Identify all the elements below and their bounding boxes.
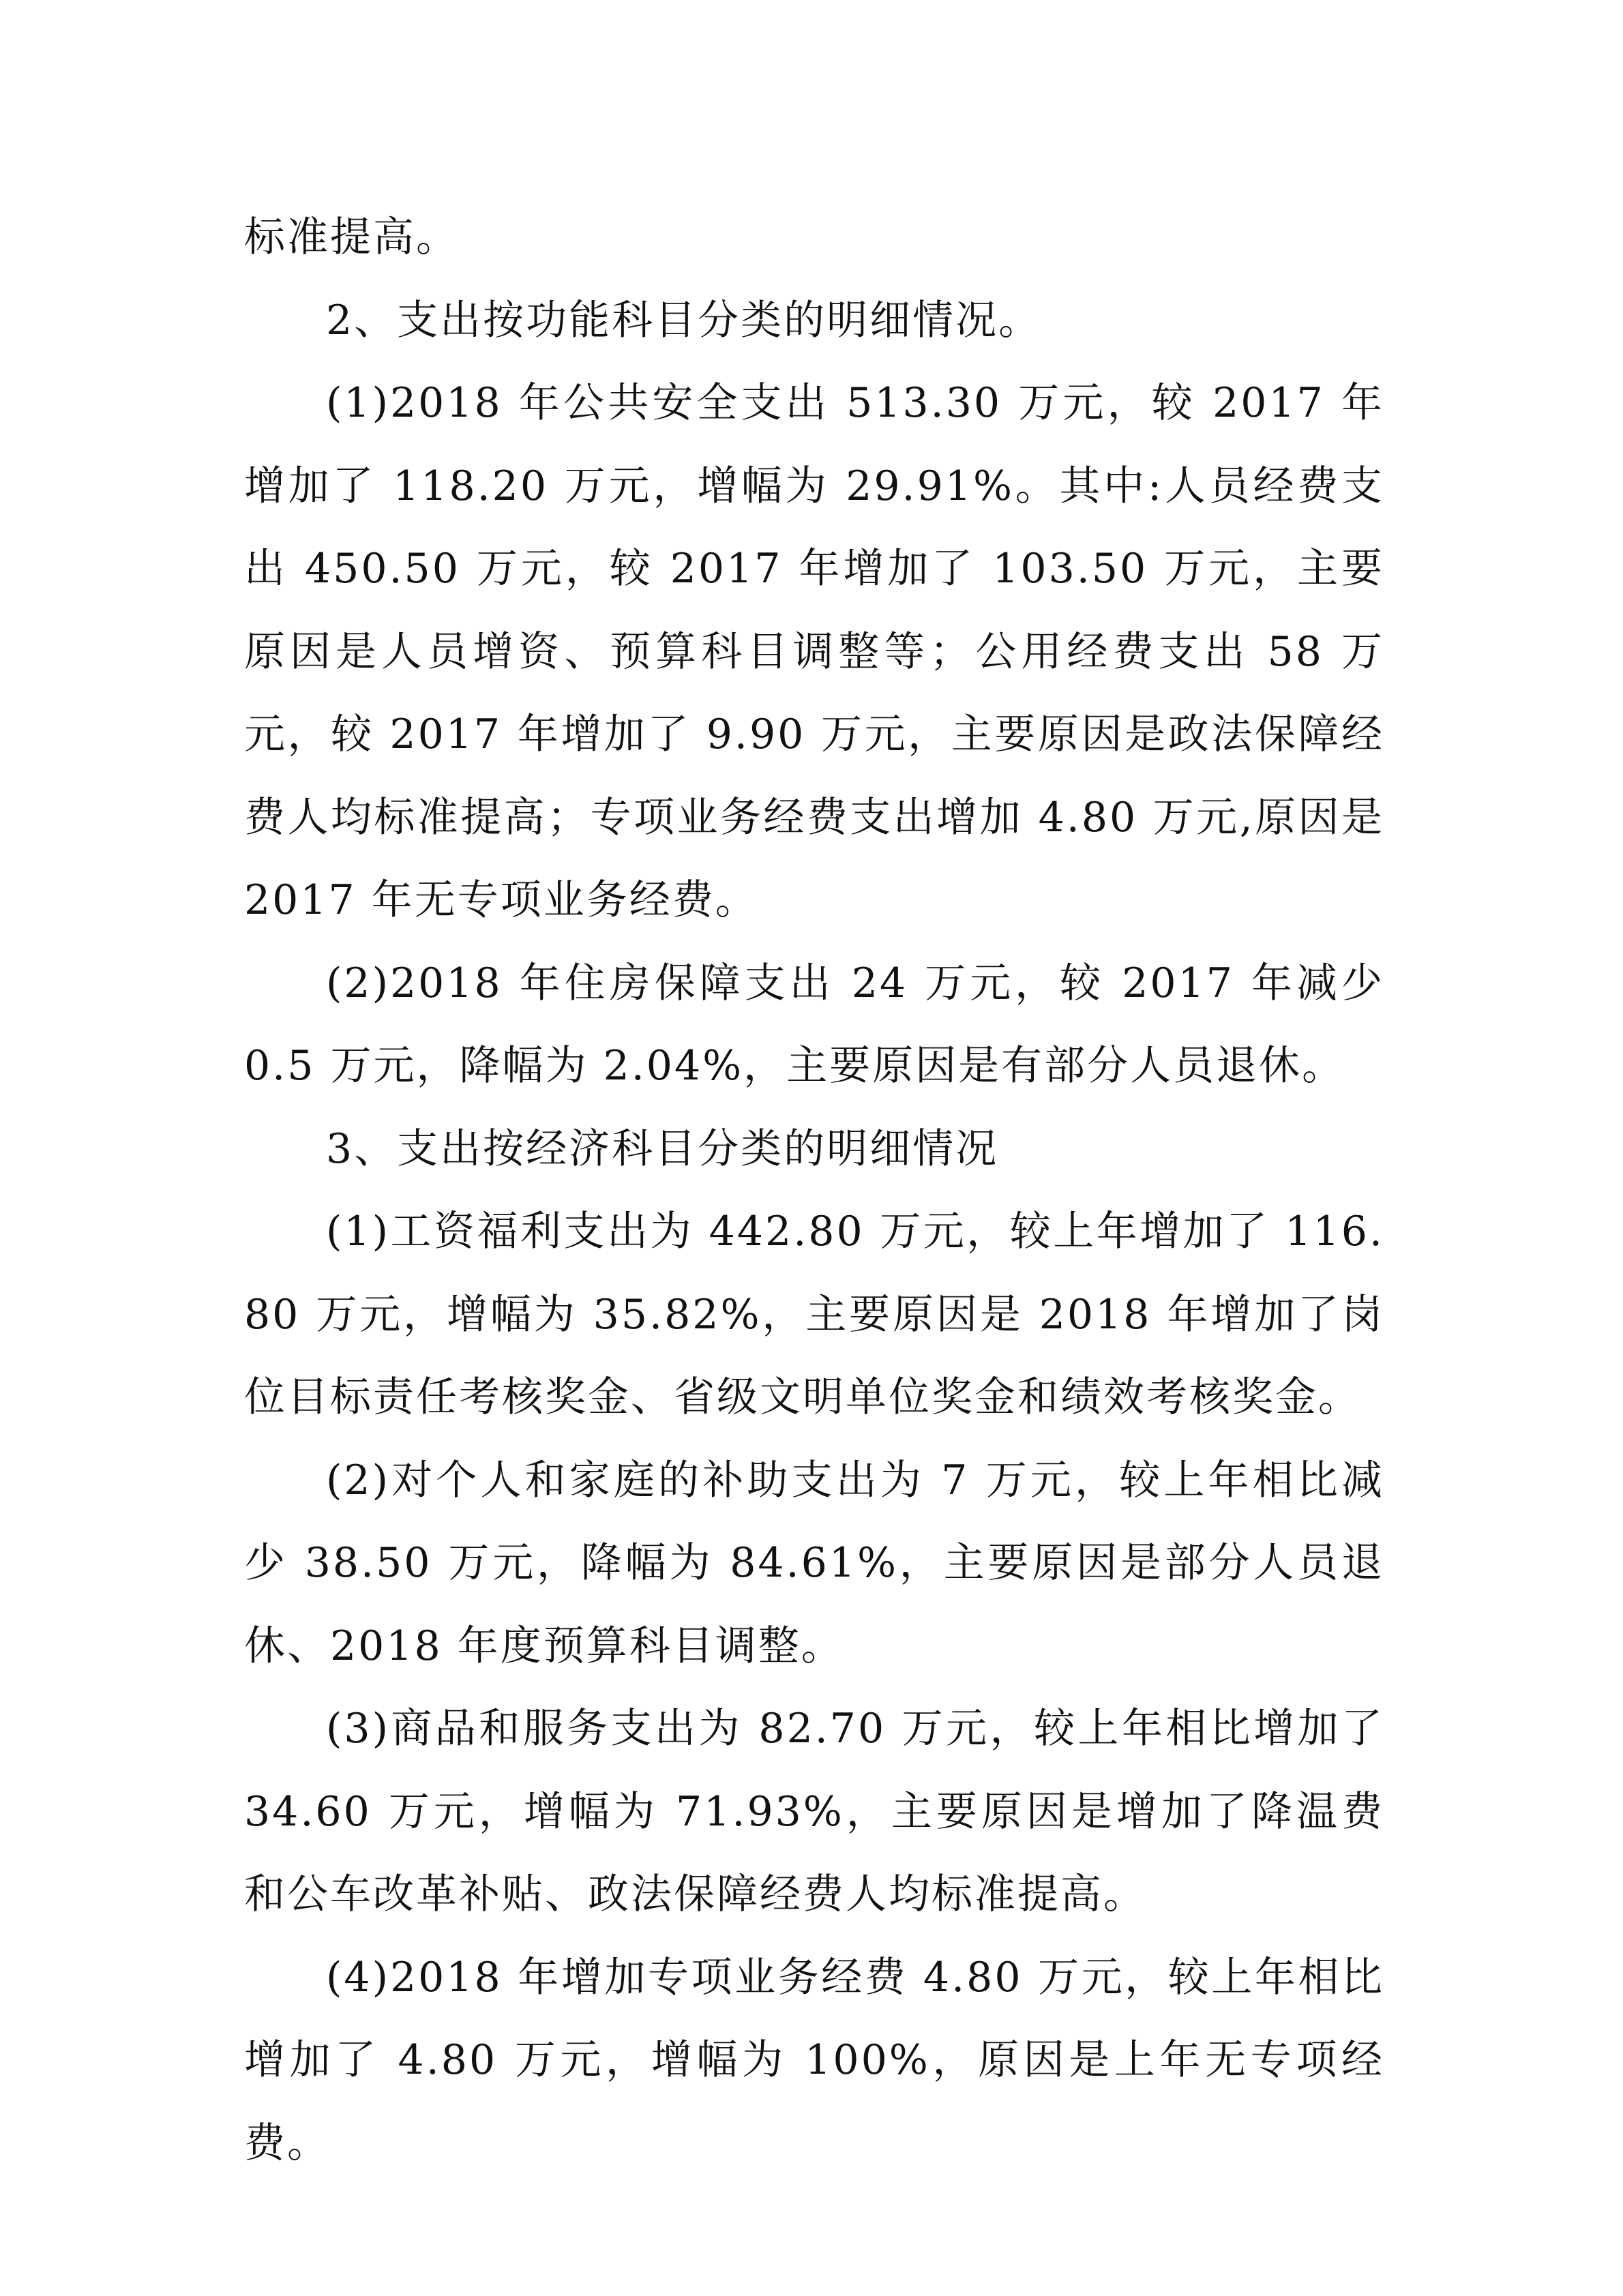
paragraph-goods-services-expenditure: (3)商品和服务支出为 82.70 万元，较上年相比增加了 34.60 万元，增幅为 71.93%，主要原因是增加了降温费和公车改革补贴、政法保障经费人均标准提高。 <box>244 1705 1384 1918</box>
paragraph-household-subsidy-expenditure: (2)对个人和家庭的补助支出为 7 万元，较上年相比减少 38.50 万元，降幅为 84.61%，主要原因是部分人员退休、2018 年度预算科目调整。 <box>244 1456 1384 1670</box>
paragraph-continuation: 标准提高。 <box>244 213 459 261</box>
paragraph-housing-security-expenditure: (2)2018 年住房保障支出 24 万元，较 2017 年减少 0.5 万元，降幅为 2.04%，主要原因是有部分人员退休。 <box>244 959 1384 1090</box>
section-heading-functional-classification: 2、支出按功能科目分类的明细情况。 <box>326 296 1042 344</box>
paragraph-public-safety-expenditure: (1)2018 年公共安全支出 513.30 万元，较 2017 年增加了 118.20 万元，增幅为 29.91%。其中:人员经费支出 450.50 万元，较 2017 年增加了 103.50 万元，主要原因是人员增资、预算科目调整等；公用经费支出 58 万元，较 2017 年增加了 9.90 万元，主要原因是政法保障经费人均标准提高；专项业务经费支出增加 4.80 万元,原因是 2017 年无专项业务经费。 <box>244 379 1384 924</box>
paragraph-special-business-expenditure: (4)2018 年增加专项业务经费 4.80 万元，较上年相比增加了 4.80 万元，增幅为 100%，原因是上年无专项经费。 <box>244 1953 1384 2167</box>
section-heading-economic-classification: 3、支出按经济科目分类的明细情况 <box>326 1124 999 1173</box>
paragraph-wages-welfare-expenditure: (1)工资福利支出为 442.80 万元，较上年增加了 116.80 万元，增幅为 35.82%，主要原因是 2018 年增加了岗位目标责任考核奖金、省级文明单位奖金和绩效考核奖金。 <box>244 1208 1384 1421</box>
document-body <box>244 196 1384 2185</box>
